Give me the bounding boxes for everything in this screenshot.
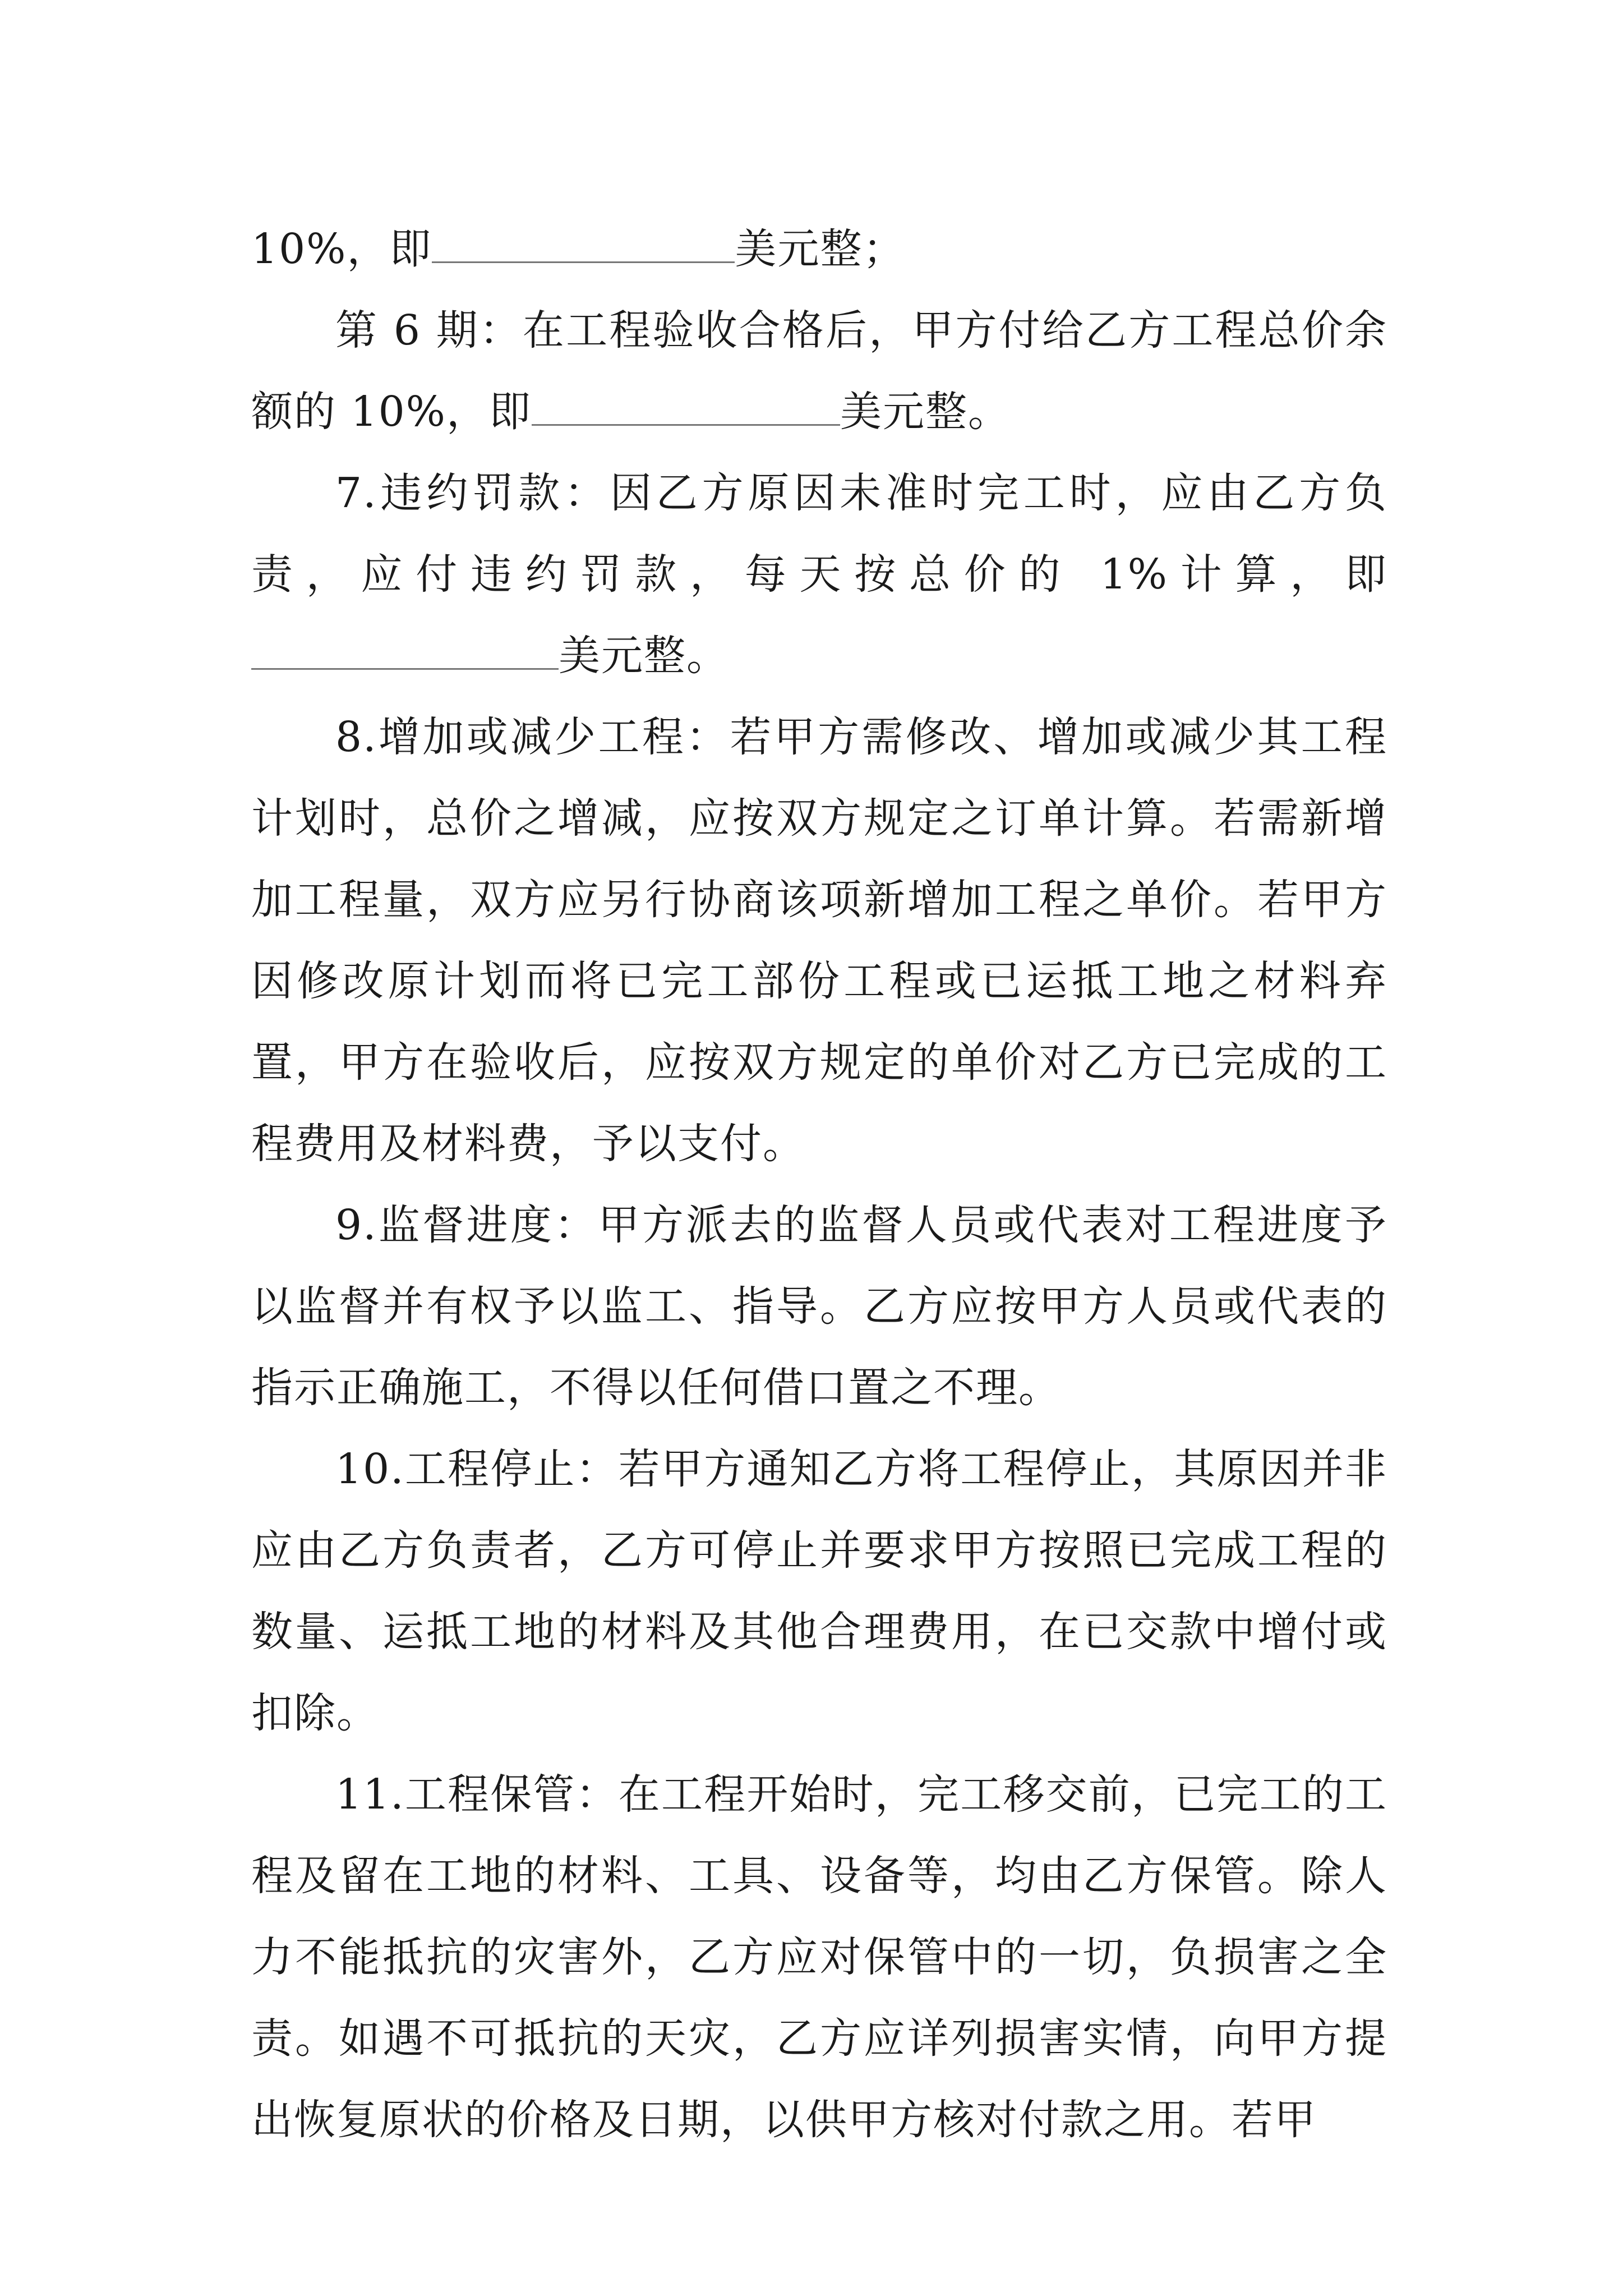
document-page bbox=[251, 209, 1387, 2161]
clause-11-custody: 11.工程保管：在工程开始时，完工移交前，已完工的工程及留在工地的材料、工具、设备等，均由乙方保管。除人力不能抵抗的灾害外，乙方应对保管中的一切，负损害之全责。如遇不可抵抗的天灾，乙方应详列损害实情，向甲方提出恢复原状的价格及日期，以供甲方核对付款之用。若甲 bbox=[251, 1770, 1387, 2144]
clause-7-penalty bbox=[251, 453, 1387, 697]
text-before-blank: 第 6 期：在工程验收合格后，甲方付给乙方工程总价余额的 10%，即 bbox=[251, 306, 1387, 436]
payment-installment-6 bbox=[251, 290, 1387, 453]
text-before-blank: 7.违约罚款：因乙方原因未准时完工时，应由乙方负责，应付违约罚款，每天按总价的 1%计算，即 bbox=[251, 469, 1387, 599]
amount-blank-line bbox=[432, 229, 735, 263]
clause-10-work-stoppage: 10.工程停止：若甲方通知乙方将工程停止，其原因并非应由乙方负责者，乙方可停止并要求甲方按照已完成工程的数量、运抵工地的材料及其他合理费用，在已交款中增付或扣除。 bbox=[251, 1445, 1387, 1737]
clause-8-change-of-work: 8.增加或减少工程：若甲方需修改、增加或减少其工程计划时，总价之增减，应按双方规定之订单计算。若需新增加工程量，双方应另行协商该项新增加工程之单价。若甲方因修改原计划而将已完工部份工程或已运抵工地之材料弃置，甲方在验收后，应按双方规定的单价对乙方已完成的工程费用及材料费，予以支付。 bbox=[251, 713, 1387, 1168]
amount-blank-line bbox=[251, 636, 559, 670]
text-after-blank: 美元整。 bbox=[840, 388, 1011, 436]
text-before-blank: 10%，即 bbox=[251, 225, 432, 273]
amount-blank-line bbox=[532, 392, 840, 426]
payment-installment-5-tail bbox=[251, 209, 1387, 290]
text-after-blank: 美元整； bbox=[735, 225, 906, 273]
text-after-blank: 美元整。 bbox=[559, 632, 729, 680]
clause-9-supervision: 9.监督进度：甲方派去的监督人员或代表对工程进度予以监督并有权予以监工、指导。乙方应按甲方人员或代表的指示正确施工，不得以任何借口置之不理。 bbox=[251, 1201, 1387, 1412]
